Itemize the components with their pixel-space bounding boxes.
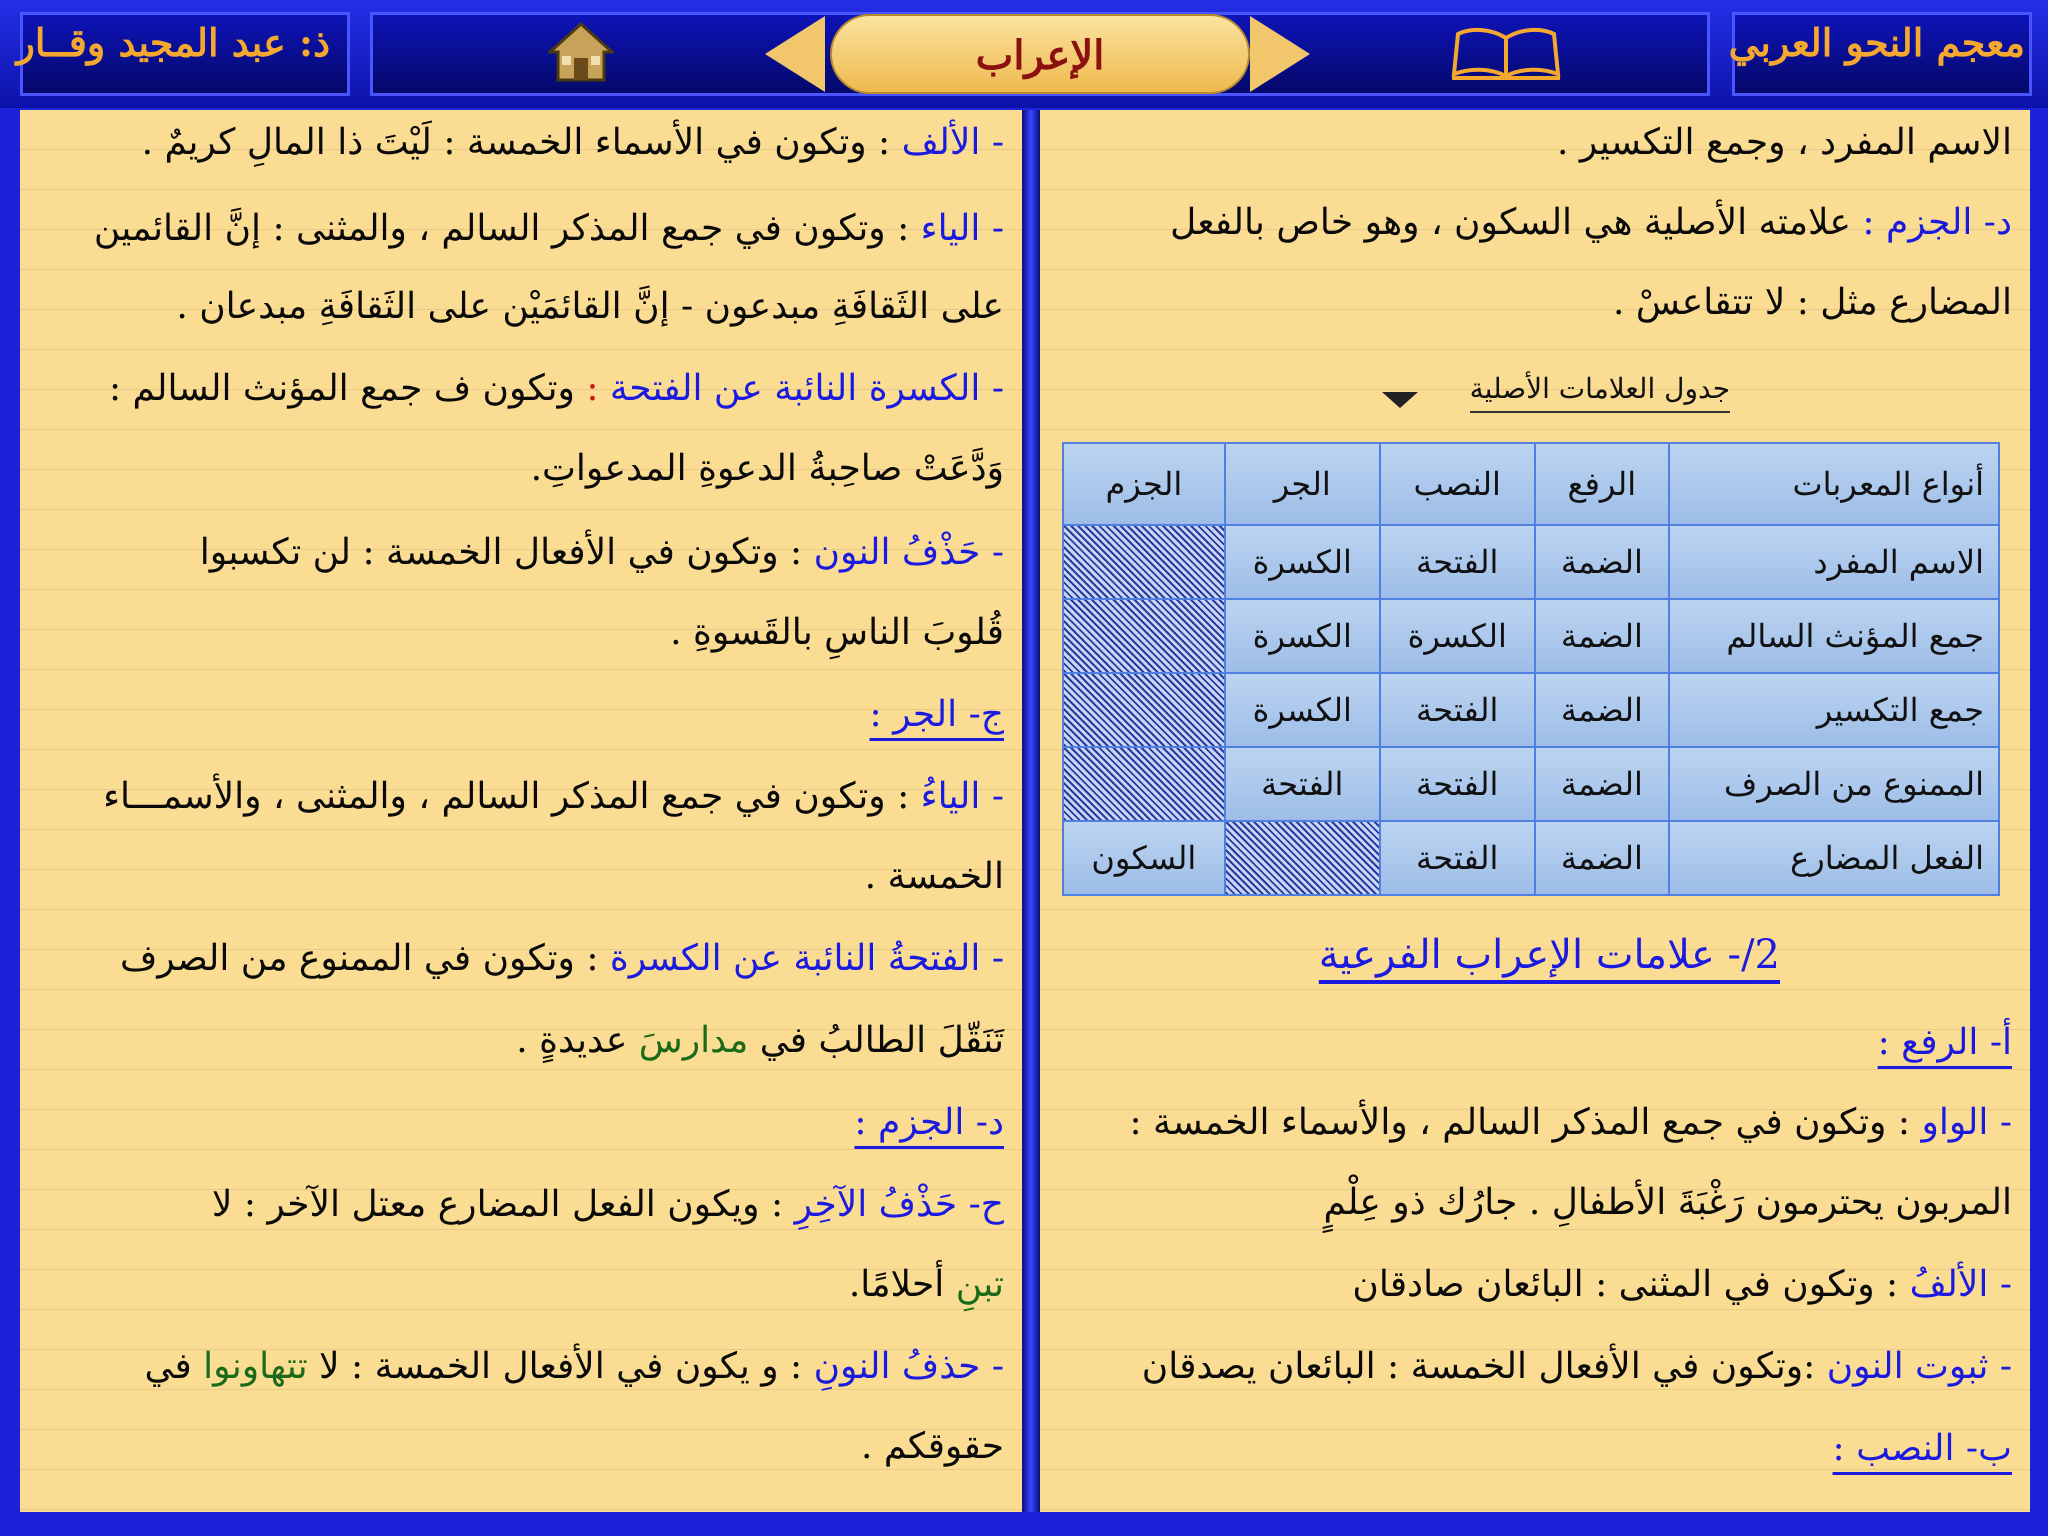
akhir-label: ح- حَذْفُ الآخِرِ [794,1184,1004,1225]
table-cell: الضمة [1535,599,1669,673]
waw-example: المربون يحترمون رَغْبَةَ الأطفالِ . جارُك ذو عِلْمٍ [1323,1182,2012,1223]
right-page [1040,110,2030,1512]
ya2-line [34,772,1004,822]
ya2-text: : وتكون في جمع المذكر السالم ، والمثنى ، والأسمـــاء [103,776,921,817]
table-cell: الفعل المضارع [1669,821,1999,895]
alif-label: - الألفُ [1909,1264,2012,1305]
kasra-line [34,364,1004,414]
table-cell-empty [1063,525,1225,599]
previous-arrow-icon[interactable] [765,16,825,92]
nun2-line [34,1342,1004,1392]
kasra-label: - الكسرة النائبة عن الفتحة [609,368,1004,409]
hadhf-nun-example: قُلوبَ الناسِ بالقَسوةِ . [670,612,1004,653]
fatha-example-line [34,1016,1004,1066]
ya2-cont: الخمسة . [864,856,1004,897]
table-cell: الكسرة [1225,599,1380,673]
table-cell: الممنوع من الصرف [1669,747,1999,821]
table-cell: الضمة [1535,525,1669,599]
app-title: معجم النحو العربي [1728,20,2025,65]
jar-heading-line [34,690,1004,740]
table-row [1063,673,1999,747]
alif-text: : وتكون في الأسماء الخمسة : لَيْتَ ذا المالِ كريمٌ . [141,122,902,163]
table-cell: الكسرة [1380,599,1535,673]
akhir-line [34,1180,1004,1230]
table-row [1063,747,1999,821]
raf-heading: أ- الرفع : [1877,1022,2012,1063]
nasb-heading-line [1054,1424,2012,1474]
table-cell: الفتحة [1380,525,1535,599]
kasra-colon: : [586,368,610,409]
table-cell-empty [1063,747,1225,821]
akhir-text: : ويكون الفعل المضارع معتل الآخر : لا [211,1184,795,1225]
table-cell: الكسرة [1225,673,1380,747]
nun2-cont-line [34,1422,1004,1472]
book-icon[interactable] [1450,24,1562,82]
nun2-end: في [144,1346,204,1387]
table-header-cell: الجر [1225,443,1380,525]
alif-line [34,118,1004,168]
subheading: 2/- علامات الإعراب الفرعية [1318,932,1780,978]
header-bar [0,0,2048,108]
fatha-text: : وتكون في الممنوع من الصرف [119,938,610,979]
jazm-heading: د- الجزم : [854,1102,1004,1143]
nun2-highlight: تتهاونوا [203,1346,308,1387]
fatha-example: تَنَقّلَ الطالبُ في [748,1020,1004,1061]
hadhf-nun-text: : وتكون في الأفعال الخمسة : لن تكسبوا [199,532,814,573]
nun2-text: : و يكون في الأفعال الخمسة : لا [307,1346,814,1387]
table-cell-empty [1225,821,1380,895]
waw-line [1054,1098,2012,1148]
table-cell: الكسرة [1225,525,1380,599]
text-line-content: المضارع مثل : لا تتقاعسْ . [1612,282,2012,323]
dropdown-arrow-icon[interactable] [1382,392,1418,408]
ya-example: على الثَقافَةِ مبدعون - إنَّ القائمَيْن على الثَقافَةِ مبدعان . [176,286,1004,327]
text-line-content: الاسم المفرد ، وجمع التكسير . [1557,122,2012,163]
table-header-cell: الجزم [1063,443,1225,525]
table-cell: الضمة [1535,821,1669,895]
table-cell: الفتحة [1380,747,1535,821]
table-cell: الفتحة [1380,821,1535,895]
alif-label: - الألف [901,122,1004,163]
text-line-content: علامته الأصلية هي السكون ، وهو خاص بالفعل [1170,202,1851,243]
text-line [1054,118,2012,168]
ya2-cont-line [34,852,1004,902]
text-line [1054,278,2012,328]
table-cell: الفتحة [1225,747,1380,821]
ya-line [34,204,1004,254]
kasra-example: وَدَّعَتْ صاحِبةُ الدعوةِ المدعواتِ. [530,448,1004,489]
table-cell: جمع المؤنث السالم [1669,599,1999,673]
jazm-line [1054,198,2012,248]
fatha-line [34,934,1004,984]
nun2-label: - حذفُ النونِ [813,1346,1004,1387]
alif-line [1054,1260,2012,1310]
jazm-label: د- الجزم : [1862,202,2012,243]
waw-example-line [1054,1178,2012,1228]
hadhf-nun-line [34,528,1004,578]
table-row [1063,821,1999,895]
nun-text: :وتكون في الأفعال الخمسة : البائعان يصدقان [1141,1346,1827,1387]
hadhf-nun-example-line [34,608,1004,658]
next-arrow-icon[interactable] [1250,16,1310,92]
jazm-heading-line [34,1098,1004,1148]
waw-text: : وتكون في جمع المذكر السالم ، والأسماء الخمسة : [1129,1102,1922,1143]
table-cell: الاسم المفرد [1669,525,1999,599]
left-page [20,110,1022,1512]
home-icon[interactable] [548,20,614,84]
ya-label: - الياء [920,208,1004,249]
fatha-label: - الفتحةُ النائبة عن الكسرة [609,938,1004,979]
original-marks-table [1062,442,2000,896]
table-header-cell: أنواع المعربات [1669,443,1999,525]
waw-label: - الواو [1921,1102,2012,1143]
raf-heading-line [1054,1018,2012,1068]
kasra-example-line [34,444,1004,494]
fatha-example-highlight: مدارسَ [638,1020,749,1061]
nun-line [1054,1342,2012,1392]
table-row [1063,599,1999,673]
table-cell: الضمة [1535,673,1669,747]
table-cell-empty [1063,599,1225,673]
ya-example-line [34,282,1004,332]
table-header-row [1063,443,1999,525]
nasb-heading: ب- النصب : [1832,1428,2012,1469]
akhir-example: أحلامًا. [848,1264,956,1305]
kasra-text: وتكون ف جمع المؤنث السالم : [108,368,587,409]
hadhf-nun-label: - حَذْفُ النون [813,532,1004,573]
alif-text: : وتكون في المثنى : البائعان صادقان [1352,1264,1910,1305]
section-title: الإعراب [830,14,1250,94]
akhir-example-highlight: تبنِ [955,1264,1004,1305]
subheading-line [1054,930,1780,982]
table-caption: جدول العلامات الأصلية [1470,372,1730,413]
nun2-cont: حقوقكم . [861,1426,1004,1467]
table-cell-empty [1063,673,1225,747]
ya2-label: - الياءُ [920,776,1004,817]
ya-text: : وتكون في جمع المذكر السالم ، والمثنى : إنَّ القائمين [93,208,921,249]
author-name: ذ: عبد المجيد وقــار [16,20,330,65]
table-cell: الضمة [1535,747,1669,821]
jar-heading: ج- الجر : [869,694,1004,735]
table-row [1063,525,1999,599]
table-cell: الفتحة [1380,673,1535,747]
table-cell: السكون [1063,821,1225,895]
table-cell: جمع التكسير [1669,673,1999,747]
akhir-example-line [34,1260,1004,1310]
fatha-example-end: عديدةٍ . [516,1020,639,1061]
page-divider [1022,110,1040,1512]
table-header-cell: النصب [1380,443,1535,525]
nun-label: - ثبوت النون [1826,1346,2012,1387]
table-header-cell: الرفع [1535,443,1669,525]
